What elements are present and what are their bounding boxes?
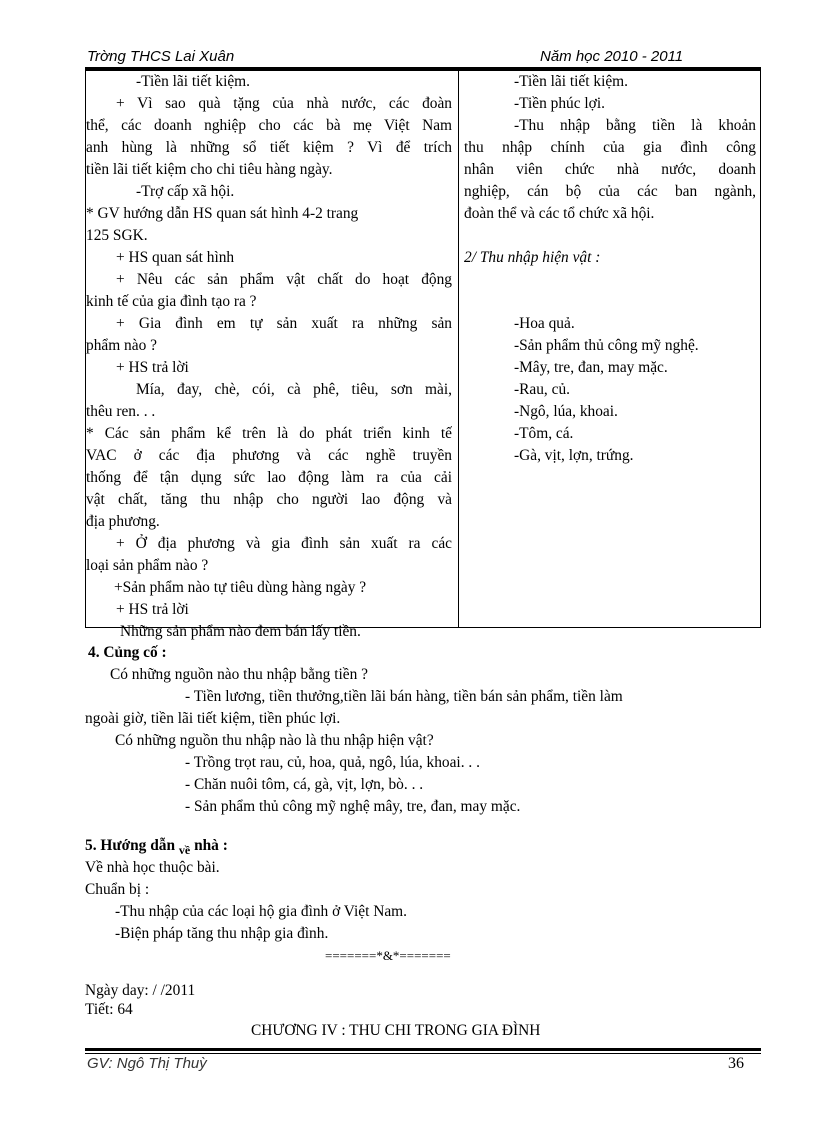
table-row: thêu ren. . . bbox=[86, 403, 156, 420]
table-row: -Hoa quả. bbox=[514, 315, 575, 332]
footer-rule bbox=[85, 1048, 761, 1051]
section-5-title-part: nhà : bbox=[190, 837, 228, 854]
table-row: -Thu nhập bằng tiền là khoản bbox=[514, 117, 756, 134]
question-cash-income: Có những nguồn nào thu nhập bằng tiền ? bbox=[110, 666, 368, 683]
table-row: -Trợ cấp xã hội. bbox=[136, 183, 235, 200]
table-row: -Tiền lãi tiết kiệm. bbox=[514, 73, 628, 90]
table-row: * GV hướng dẫn HS quan sát hình 4-2 trang bbox=[86, 205, 359, 222]
table-row: -Gà, vịt, lợn, trứng. bbox=[514, 447, 634, 464]
table-row: + Ở địa phương và gia đình sản xuất ra các bbox=[116, 535, 452, 552]
answer-in-kind-3: - Sản phẩm thủ công mỹ nghệ mây, tre, đan, may mặc. bbox=[185, 798, 521, 815]
table-row: loại sản phẩm nào ? bbox=[86, 557, 209, 574]
table-row: + Gia đình em tự sản xuất ra những sản bbox=[116, 315, 452, 332]
header-school: Trờng THCS Lai Xuân bbox=[87, 48, 235, 65]
homework-line-3: -Thu nhập của các loại hộ gia đình ở Việt Nam. bbox=[115, 903, 407, 920]
table-row: 125 SGK. bbox=[86, 227, 148, 244]
answer-in-kind-1: - Trồng trọt rau, củ, hoa, quả, ngô, lúa, khoai. . . bbox=[185, 754, 480, 771]
answer-cash-line-2: ngoài giờ, tiền lãi tiết kiệm, tiền phúc lợi. bbox=[85, 710, 341, 727]
section-5-title bbox=[85, 835, 761, 857]
table-row: -Ngô, lúa, khoai. bbox=[514, 403, 618, 420]
footer-rule-thin bbox=[85, 1053, 761, 1054]
answer-cash-line-1: - Tiền lương, tiền thưởng,tiền lãi bán hàng, tiền bán sản phẩm, tiền làm bbox=[185, 688, 623, 705]
table-row: nghiệp, cán bộ của các ban ngành, bbox=[464, 183, 756, 200]
table-row: + HS trả lời bbox=[116, 601, 189, 618]
table-row: thống để tận dụng sức lao động làm ra của cải bbox=[86, 469, 452, 486]
table-row: +Sản phẩm nào tự tiêu dùng hàng ngày ? bbox=[114, 579, 367, 596]
header-year: Năm học 2010 - 2011 bbox=[540, 48, 684, 65]
homework-line-1: Về nhà học thuộc bài. bbox=[85, 859, 220, 876]
lesson-date: Ngày day: / /2011 bbox=[85, 982, 196, 999]
homework-line-2: Chuẩn bị : bbox=[85, 881, 150, 898]
subheading-in-kind-income: 2/ Thu nhập hiện vật : bbox=[464, 249, 601, 266]
table-row: + Nêu các sản phẩm vật chất do hoạt động bbox=[116, 271, 452, 288]
section-5-title-part: 5. Hướng dẫn bbox=[85, 837, 179, 854]
answer-in-kind-2: - Chăn nuôi tôm, cá, gà, vịt, lợn, bò. . . bbox=[185, 776, 424, 793]
table-row: Những sản phẩm nào đem bán lấy tiền. bbox=[120, 623, 361, 640]
table-row: kinh tế của gia đình tạo ra ? bbox=[86, 293, 257, 310]
table-row: + HS trả lời bbox=[116, 359, 189, 376]
table-row: -Sản phẩm thủ công mỹ nghệ. bbox=[514, 337, 699, 354]
table-row: đoàn thể và các tổ chức xã hội. bbox=[464, 205, 655, 222]
table-row: -Tôm, cá. bbox=[514, 425, 574, 442]
section-divider: =======*&*======= bbox=[325, 948, 451, 963]
footer-teacher: GV: Ngô Thị Thuỳ bbox=[87, 1055, 207, 1072]
lesson-table bbox=[85, 70, 761, 640]
table-row: vật chất, tăng thu nhập cho người lao động và bbox=[86, 491, 452, 508]
table-row: -Mây, tre, đan, may mặc. bbox=[514, 359, 668, 376]
table-row: * Các sản phẩm kể trên là do phát triển kinh tế bbox=[86, 425, 452, 442]
table-row: nhân viên chức nhà nước, doanh bbox=[464, 161, 756, 178]
next-lesson bbox=[85, 981, 761, 1040]
table-row: tiền lãi tiết kiệm cho chi tiêu hàng ngày. bbox=[86, 161, 333, 178]
section-5-title-subscript: về bbox=[178, 843, 191, 857]
table-row: địa phương. bbox=[86, 513, 160, 530]
section-4-title: 4. Củng cố : bbox=[88, 644, 167, 661]
homework-line-4: -Biện pháp tăng thu nhập gia đình. bbox=[115, 925, 329, 942]
table-divider bbox=[458, 71, 459, 627]
table-row: -Tiền lãi tiết kiệm. bbox=[136, 73, 250, 90]
table-row: -Tiền phúc lợi. bbox=[514, 95, 605, 112]
page-number: 36 bbox=[728, 1055, 744, 1072]
table-row: thu nhập chính của gia đình công bbox=[464, 139, 756, 156]
table-left-column bbox=[86, 71, 452, 643]
table-row: thể, các doanh nghiệp cho các bà mẹ Việt Nam bbox=[86, 117, 452, 134]
table-row: anh hùng là những sổ tiết kiệm ? Vì để trích bbox=[86, 139, 452, 156]
table-row: -Rau, củ. bbox=[514, 381, 570, 398]
section-consolidation bbox=[85, 642, 761, 818]
chapter-title: CHƯƠNG IV : THU CHI TRONG GIA ĐÌNH bbox=[251, 1022, 541, 1039]
table-row: + HS quan sát hình bbox=[116, 249, 235, 266]
table-row: + Vì sao quà tặng của nhà nước, các đoàn bbox=[116, 95, 452, 112]
lesson-period: Tiết: 64 bbox=[85, 1001, 133, 1018]
table-row: phẩm nào ? bbox=[86, 337, 157, 354]
table-row: VAC ở các địa phương và các nghề truyền bbox=[86, 447, 452, 464]
question-in-kind-income: Có những nguồn thu nhập nào là thu nhập hiện vật? bbox=[115, 732, 434, 749]
table-right-column bbox=[464, 71, 756, 467]
section-homework bbox=[85, 835, 761, 967]
table-row: Mía, đay, chè, cói, cà phê, tiêu, sơn mài, bbox=[136, 381, 452, 398]
